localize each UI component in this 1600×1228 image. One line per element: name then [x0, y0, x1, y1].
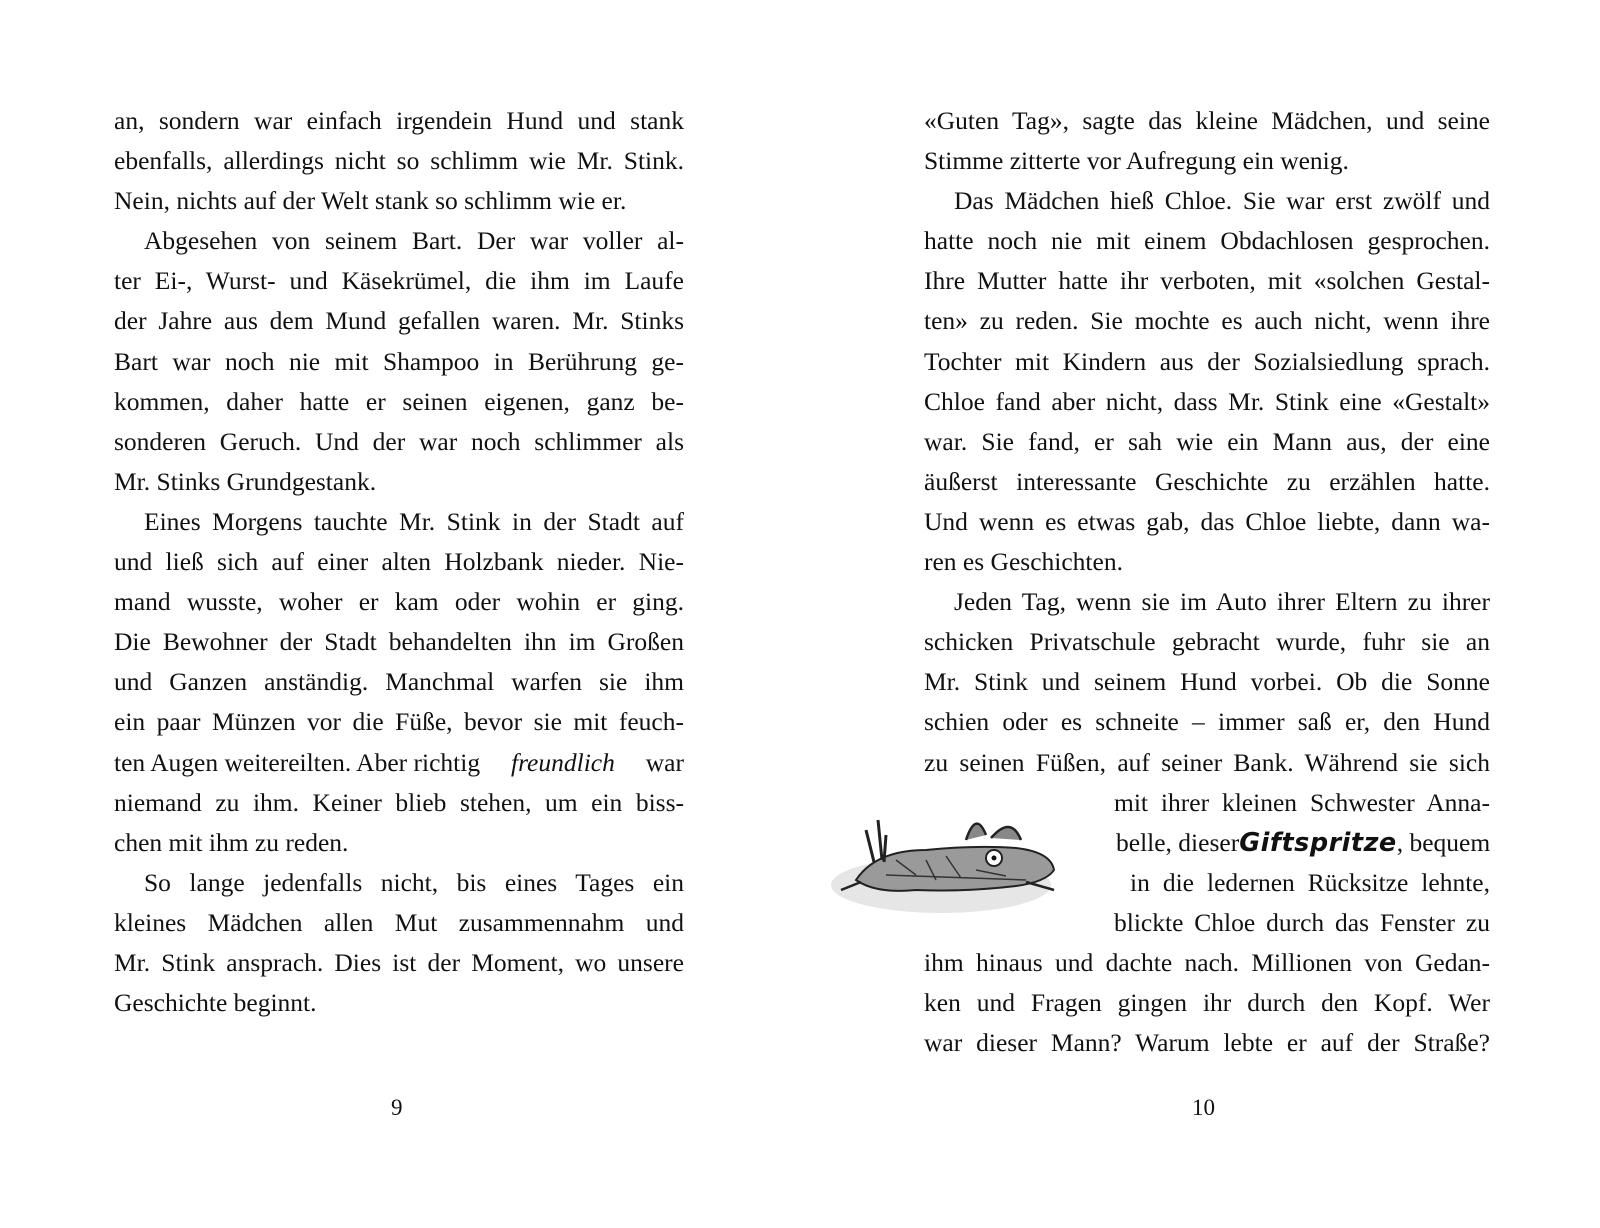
- text-line: niemand zu ihm. Keiner blieb stehen, um ein biss-: [114, 787, 684, 817]
- text-line: hatte noch nie mit einem Obdachlosen gesprochen.: [924, 226, 1490, 256]
- text-line: Nein, nichts auf der Welt stank so schlimm wie er.: [114, 186, 627, 216]
- text-line: in die ledernen Rücksitze lehnte,: [1130, 867, 1490, 897]
- text-line: äußerst interessante Geschichte zu erzählen hatte.: [924, 466, 1490, 496]
- text-line: an, sondern war einfach irgendein Hund und stank: [114, 106, 684, 135]
- dog-ears: [966, 824, 1021, 840]
- text-line: ihm hinaus und dachte nach. Millionen von Gedan-: [924, 947, 1490, 977]
- text-line: kleines Mädchen allen Mut zusammennahm und: [114, 907, 684, 937]
- text-segment: [1239, 823, 1490, 863]
- text-line: Stimme zitterte vor Aufregung ein wenig.: [924, 146, 1349, 176]
- text-line: zu seinen Füßen, auf seiner Bank. Während sie sich: [924, 747, 1490, 777]
- text-line: So lange jedenfalls nicht, bis eines Tages ein: [144, 867, 684, 897]
- dog-illustration: [826, 790, 1086, 930]
- text-line: und ließ sich auf einer alten Holzbank nieder. Nie-: [114, 547, 684, 577]
- text-line: ken und Fragen gingen ihr durch den Kopf. Wer: [924, 988, 1490, 1018]
- text-line: chen mit ihm zu reden.: [114, 827, 349, 857]
- text-line: Und wenn es etwas gab, das Chloe liebte, dann wa-: [924, 506, 1490, 536]
- text-line: Abgesehen von seinem Bart. Der war voller al-: [144, 226, 684, 256]
- page-number-left: 9: [391, 1095, 403, 1120]
- text-segment: war: [645, 747, 684, 777]
- text-line: der Jahre aus dem Mund gefallen waren. Mr. Stinks: [114, 306, 684, 336]
- text-line: Ihre Mutter hatte ihr verboten, mit «solchen Gestal-: [924, 266, 1490, 296]
- text-line: mit ihrer kleinen Schwester Anna-: [1114, 787, 1490, 817]
- text-line: ein paar Münzen vor die Füße, bevor sie mit feuch-: [114, 707, 684, 737]
- dog-tail: [866, 820, 886, 862]
- page-number-right: 10: [1192, 1095, 1215, 1120]
- emphasis-word: freundlich: [510, 747, 615, 777]
- text-line: Mr. Stink ansprach. Dies ist der Moment, wo unsere: [114, 947, 684, 977]
- text-segment: , bequem: [1396, 827, 1491, 857]
- dog-pupil: [992, 856, 997, 861]
- text-line: ebenfalls, allerdings nicht so schlimm wie Mr. Stink.: [114, 146, 684, 176]
- text-line: Das Mädchen hieß Chloe. Sie war erst zwölf und: [954, 186, 1490, 216]
- left-page-text: [114, 101, 684, 1023]
- text-line: und Ganzen anständig. Manchmal warfen sie ihm: [114, 667, 684, 697]
- text-line: Bart war noch nie mit Shampoo in Berührung ge-: [114, 346, 684, 376]
- text-line: ren es Geschichten.: [924, 547, 1123, 577]
- text-line: Mr. Stinks Grundgestank.: [114, 466, 377, 496]
- text-segment: ten Augen weitereilten. Aber richtig: [114, 747, 481, 777]
- text-line: schien oder es schneite – immer saß er, den Hund: [924, 707, 1490, 737]
- text-line: schicken Privatschule gebracht wurde, fuhr sie an: [924, 627, 1490, 657]
- text-line: war. Sie fand, er sah wie ein Mann aus, der eine: [924, 426, 1490, 456]
- text-line: Geschichte beginnt.: [114, 988, 317, 1018]
- text-line: ter Ei-, Wurst- und Käsekrümel, die ihm im Laufe: [114, 266, 684, 296]
- text-line: [114, 743, 684, 783]
- text-line: Die Bewohner der Stadt behandelten ihn im Großen: [114, 627, 684, 657]
- text-line: blickte Chloe durch das Fenster zu: [1114, 907, 1490, 937]
- text-line: Jeden Tag, wenn sie im Auto ihrer Eltern zu ihrer: [954, 587, 1490, 617]
- text-line: «Guten Tag», sagte das kleine Mädchen, und seine: [924, 106, 1490, 135]
- text-line: Mr. Stink und seinem Hund vorbei. Ob die Sonne: [924, 667, 1490, 697]
- text-segment: belle, dieser: [1116, 827, 1240, 857]
- text-line: war dieser Mann? Warum lebte er auf der Straße?: [924, 1028, 1490, 1058]
- text-line: mand wusste, woher er kam oder wohin er ging.: [114, 587, 684, 617]
- text-line: ten» zu reden. Sie mochte es auch nicht, wenn ihre: [924, 306, 1490, 336]
- text-line: sonderen Geruch. Und der war noch schlimmer als: [114, 426, 684, 456]
- text-line: kommen, daher hatte er seinen eigenen, ganz be-: [114, 386, 684, 416]
- text-line: Eines Morgens tauchte Mr. Stink in der Stadt auf: [144, 506, 684, 536]
- handwritten-word: Giftspritze: [1239, 827, 1397, 858]
- text-line: Tochter mit Kindern aus der Sozialsiedlung sprach.: [924, 346, 1490, 376]
- text-line: Chloe fand aber nicht, dass Mr. Stink eine «Gestalt»: [924, 386, 1490, 416]
